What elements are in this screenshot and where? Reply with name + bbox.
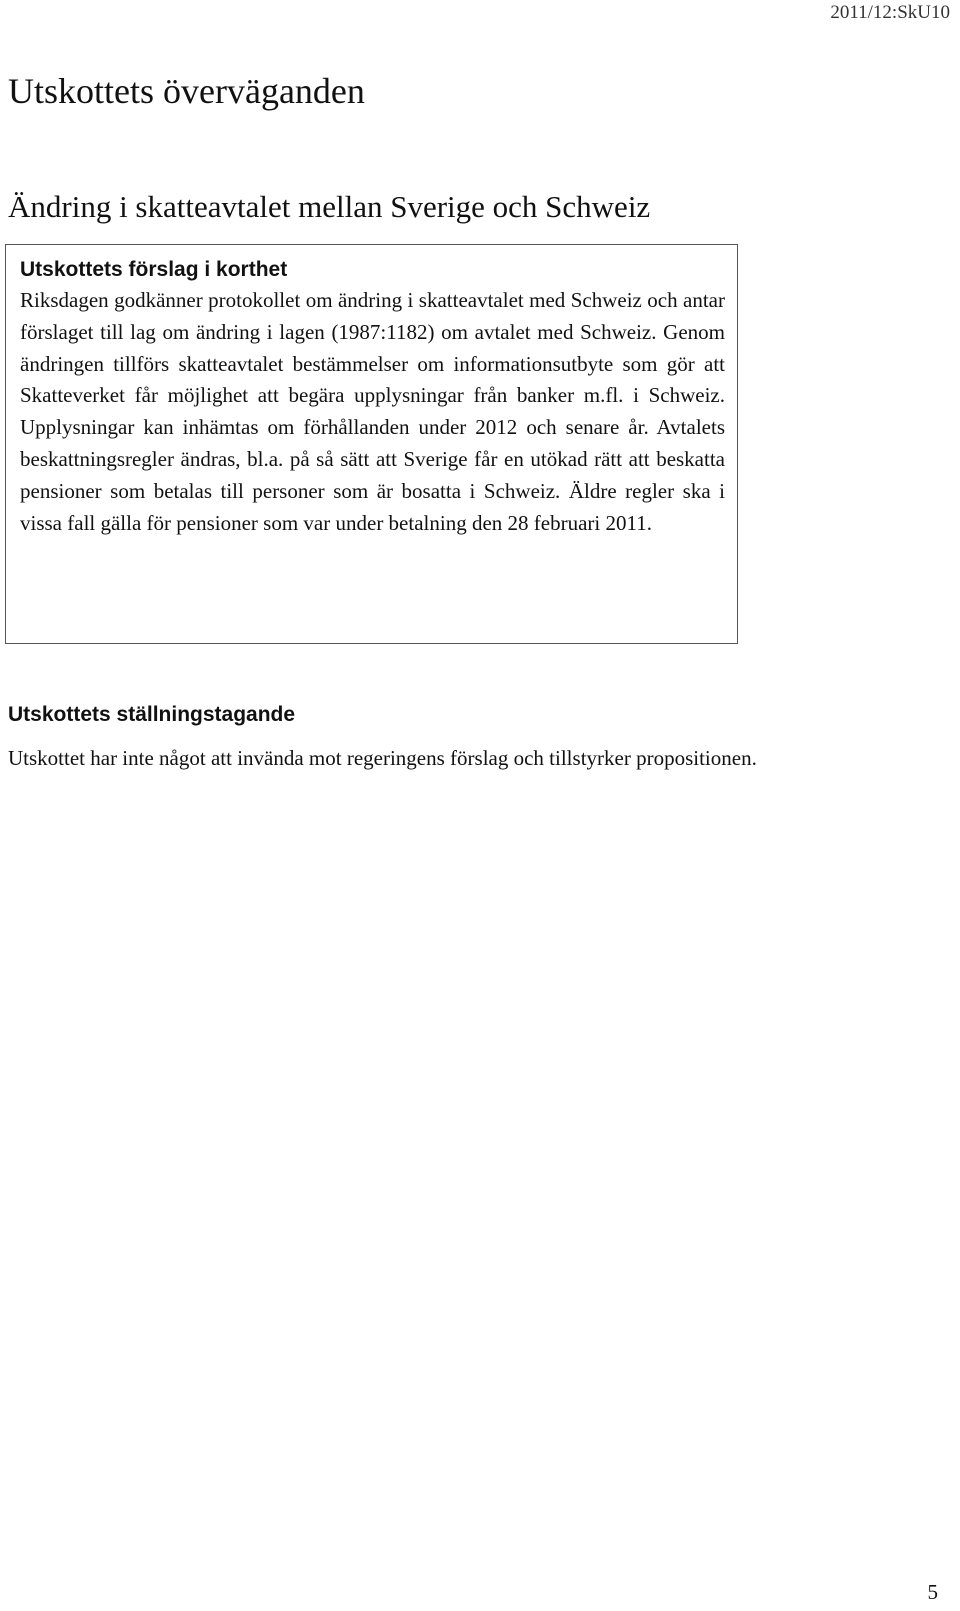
document-reference: 2011/12:SkU10 xyxy=(830,2,950,23)
summary-title: Utskottets förslag i korthet xyxy=(20,258,288,281)
summary-box xyxy=(5,244,738,644)
page-title: Utskottets överväganden xyxy=(8,71,365,111)
page-number: 5 xyxy=(927,1580,938,1604)
position-heading: Utskottets ställningstagande xyxy=(8,703,296,726)
summary-text: Riksdagen godkänner protokollet om ändring i skatteavtalet med Schweiz och antar förslaget till lag om ändring i lagen (1987:1182) om avtalet med Schweiz. Genom ändringen tillförs skatteavtalet bestämmelser om informationsutbyte som gör att Skatteverket får möjlighet att begära upplysningar från banker m.fl. i Schweiz. Upplysningar kan inhämtas om förhållanden under 2012 och senare år. Avtalets beskattningsregler ändras, bl.a. på så sätt att Sverige får en utökad rätt att beskatta pensioner som betalas till personer som är bosatta i Schweiz. Äldre regler ska i vissa fall gälla för pensioner som var under betalning den 28 februari 2011. xyxy=(20,288,725,535)
position-text: Utskottet har inte något att invända mot regeringens förslag och tillstyrker propositionen. xyxy=(8,746,757,770)
section-heading: Ändring i skatteavtalet mellan Sverige och Schweiz xyxy=(8,189,651,224)
